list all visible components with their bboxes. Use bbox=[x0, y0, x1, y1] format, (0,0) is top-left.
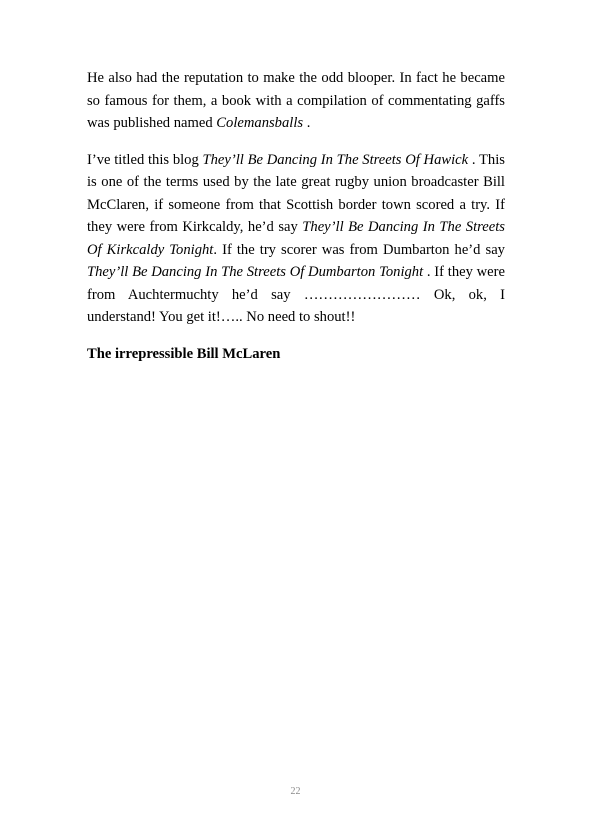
quote-kirkcaldy: They’ll Be Dancing In The Streets Of Kirkcaldy Tonight bbox=[87, 219, 505, 258]
paragraph-1-text-2: . bbox=[303, 115, 311, 131]
paragraph-2-text-1: I’ve titled this blog bbox=[87, 151, 203, 168]
paragraph-colemansballs bbox=[87, 67, 505, 135]
paragraph-2-text-2: . This is one of the terms used by the late great rugby union broadcaster Bill McClaren, if someone from that Scottish border town scored a try. If they were from Kirkcaldy, he’d say bbox=[87, 151, 505, 235]
page-content bbox=[87, 67, 505, 365]
quote-dumbarton: They’ll Be Dancing In The Streets Of Dumbarton Tonight bbox=[87, 264, 424, 280]
page-number: 22 bbox=[290, 786, 301, 797]
section-heading: The irrepressible Bill McLaren bbox=[87, 345, 281, 362]
quote-hawick: They’ll Be Dancing In The Streets Of Hawick bbox=[202, 151, 469, 168]
paragraph-2-text-3: . If the try scorer was from Dumbarton he’d say bbox=[213, 241, 505, 258]
paragraph-blog-title bbox=[87, 149, 505, 329]
book-title-colemansballs: Colemansballs bbox=[216, 115, 304, 131]
paragraph-2-text-4: . If they were from Auchtermuchty he’d say …………………… Ok, ok, I understand! You get it!….. No need to shout!! bbox=[87, 264, 505, 325]
paragraph-1-text-1: He also had the reputation to make the odd blooper. In fact he became so famous for them, a book with a compilation of commentating gaffs was published named bbox=[87, 70, 505, 131]
